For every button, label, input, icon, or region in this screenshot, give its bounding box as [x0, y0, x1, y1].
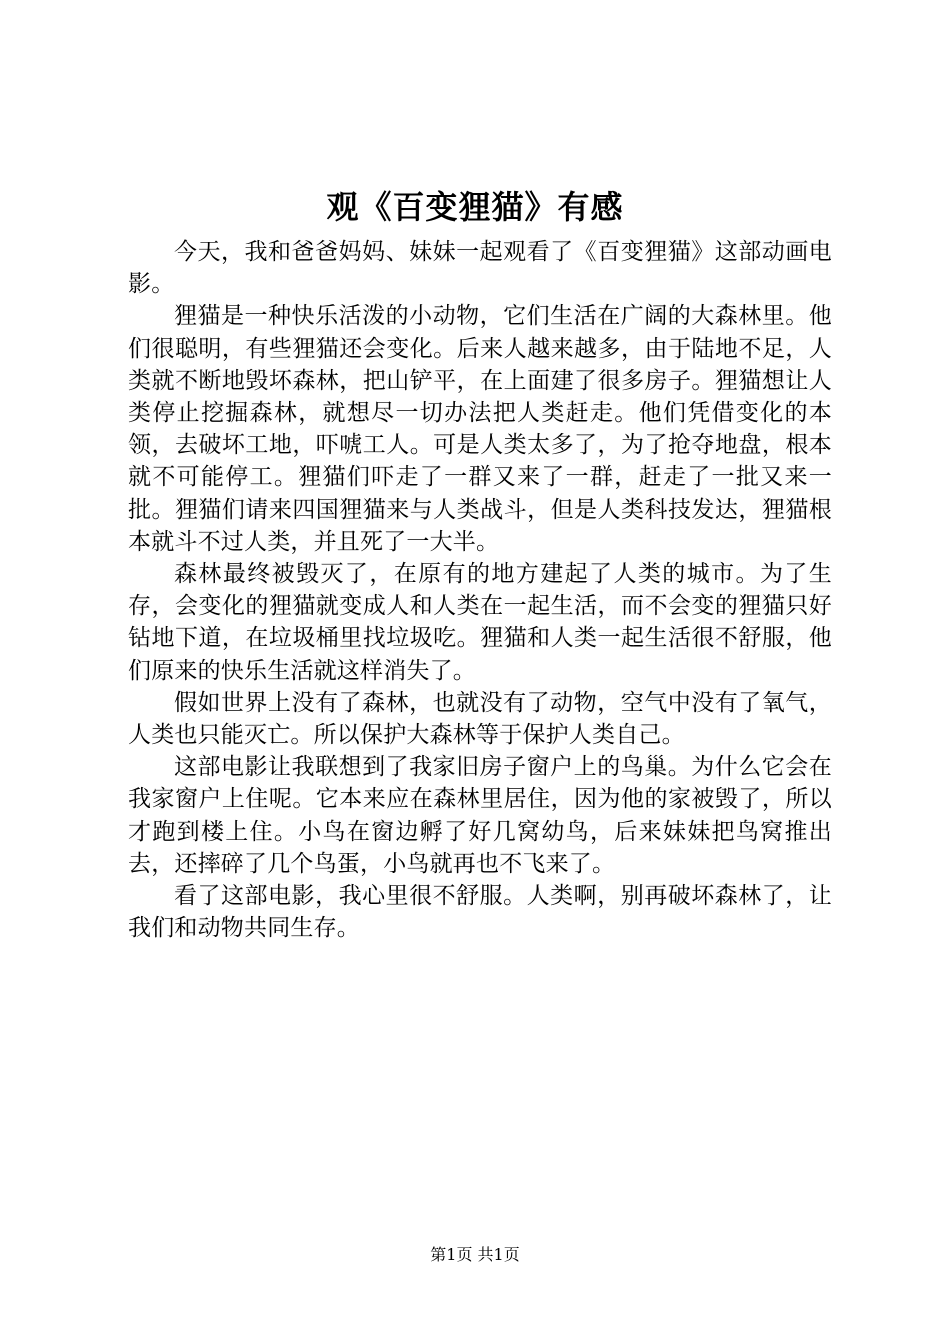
paragraph-5: 这部电影让我联想到了我家旧房子窗户上的鸟巢。为什么它会在我家窗户上住呢。它本来应在森林里居住，因为他的家被毁了，所以才跑到楼上住。小鸟在窗边孵了好几窝幼鸟，后来妹妹把鸟窝推出去，还摔碎了几个鸟蛋，小鸟就再也不飞来了。 [128, 754, 832, 877]
document-title: 观《百变狸猫》有感 [326, 188, 624, 226]
paragraph-3: 森林最终被毁灭了，在原有的地方建起了人类的城市。为了生存，会变化的狸猫就变成人和人类在一起生活，而不会变的狸猫只好钻地下道，在垃圾桶里找垃圾吃。狸猫和人类一起生活很不舒服，他们原来的快乐生活就这样消失了。 [128, 561, 832, 684]
page-footer: 第1页 共1页 [430, 1245, 520, 1264]
paragraph-6: 看了这部电影，我心里很不舒服。人类啊，别再破坏森林了，让我们和动物共同生存。 [128, 883, 832, 942]
document-body [128, 236, 832, 944]
paragraph-1: 今天，我和爸爸妈妈、妹妹一起观看了《百变狸猫》这部动画电影。 [128, 239, 832, 298]
paragraph-2: 狸猫是一种快乐活泼的小动物，它们生活在广阔的大森林里。他们很聪明，有些狸猫还会变化。后来人越来越多，由于陆地不足，人类就不断地毁坏森林，把山铲平，在上面建了很多房子。狸猫想让人类停止挖掘森林，就想尽一切办法把人类赶走。他们凭借变化的本领，去破坏工地，吓唬工人。可是人类太多了，为了抢夺地盘，根本就不可能停工。狸猫们吓走了一群又来了一群，赶走了一批又来一批。狸猫们请来四国狸猫来与人类战斗，但是人类科技发达，狸猫根本就斗不过人类，并且死了一大半。 [128, 303, 832, 555]
paragraph-4: 假如世界上没有了森林，也就没有了动物，空气中没有了氧气，人类也只能灭亡。所以保护大森林等于保护人类自己。 [128, 689, 832, 749]
